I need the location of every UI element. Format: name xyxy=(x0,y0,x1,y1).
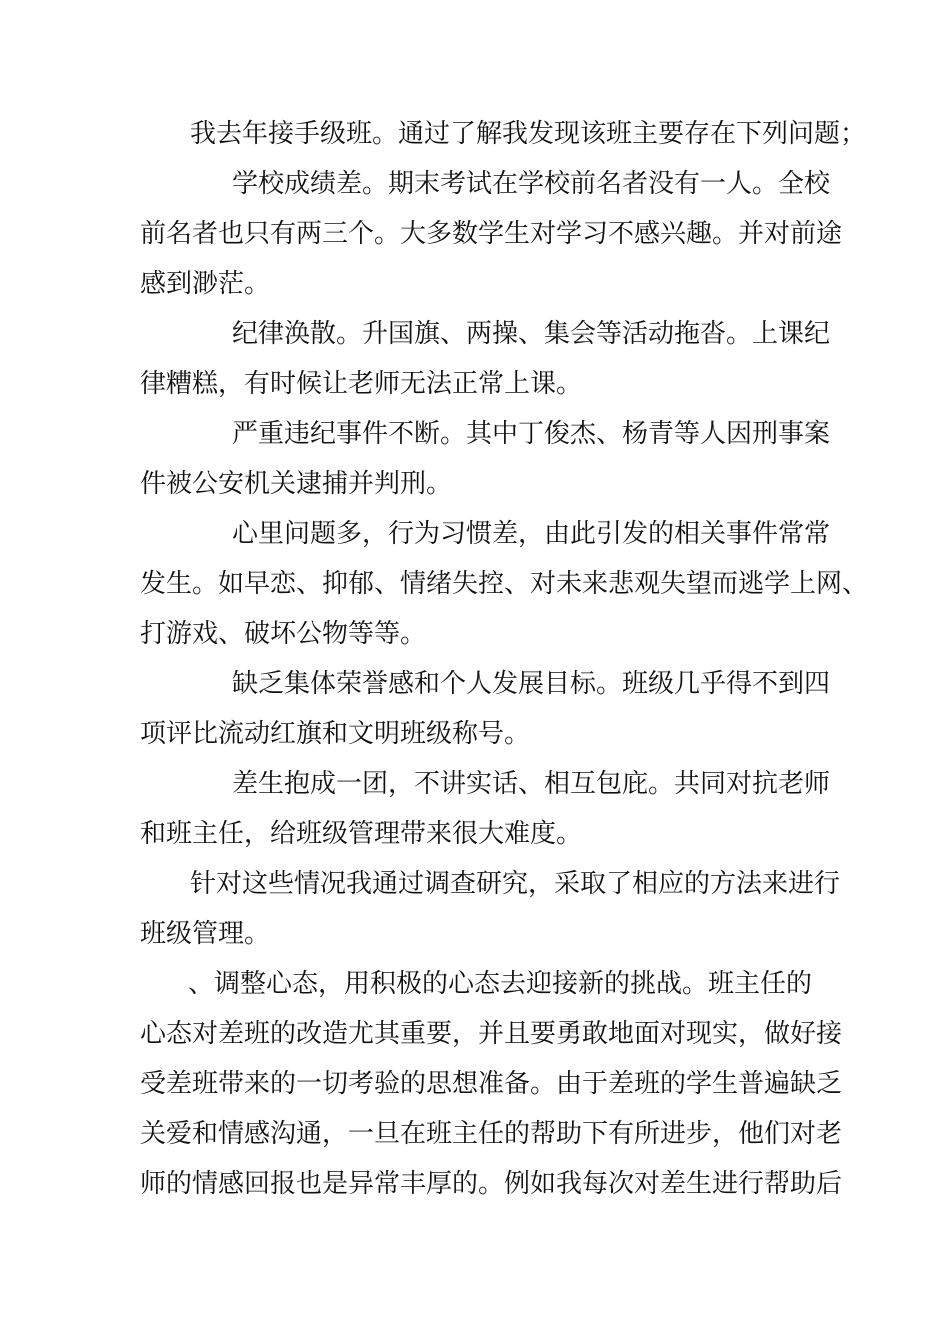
text-line: 受差班带来的一切考验的思想准备。由于差班的学生普遍缺乏 xyxy=(140,1069,843,1099)
text-line: 项评比流动红旗和文明班级称号。 xyxy=(140,719,531,749)
text-line: 前名者也只有两三个。大多数学生对学习不感兴趣。并对前途 xyxy=(140,219,843,249)
text-line: 关爱和情感沟通，一旦在班主任的帮助下有所进步，他们对老 xyxy=(140,1119,843,1149)
text-line: 缺乏集体荣誉感和个人发展目标。班级几乎得不到四 xyxy=(232,669,831,699)
text-line: 打游戏、破坏公物等等。 xyxy=(140,619,427,649)
text-line: 感到渺茫。 xyxy=(140,269,271,299)
text-line: 我去年接手级班。通过了解我发现该班主要存在下列问题； xyxy=(190,119,867,149)
text-line: 、调整心态，用积极的心态去迎接新的挑战。班主任的 xyxy=(188,969,813,999)
text-line: 纪律涣散。升国旗、两操、集会等活动拖沓。上课纪 xyxy=(232,319,831,349)
text-line: 心里问题多，行为习惯差，由此引发的相关事件常常 xyxy=(232,519,831,549)
text-line: 发生。如早恋、抑郁、情绪失控、对未来悲观失望而逃学上网、 xyxy=(140,569,869,599)
text-line: 律糟糕，有时候让老师无法正常上课。 xyxy=(140,369,583,399)
text-line: 师的情感回报也是异常丰厚的。例如我每次对差生进行帮助后 xyxy=(140,1169,843,1199)
text-line: 学校成绩差。期末考试在学校前名者没有一人。全校 xyxy=(232,169,831,199)
text-line: 心态对差班的改造尤其重要，并且要勇敢地面对现实，做好接 xyxy=(140,1019,843,1049)
text-line: 件被公安机关逮捕并判刑。 xyxy=(140,469,453,499)
text-line: 差生抱成一团，不讲实话、相互包庇。共同对抗老师 xyxy=(232,769,831,799)
text-line: 班级管理。 xyxy=(140,919,271,949)
text-line: 和班主任，给班级管理带来很大难度。 xyxy=(140,819,583,849)
text-line: 针对这些情况我通过调查研究，采取了相应的方法来进行 xyxy=(190,869,841,899)
text-line: 严重违纪事件不断。其中丁俊杰、杨青等人因刑事案 xyxy=(232,419,831,449)
